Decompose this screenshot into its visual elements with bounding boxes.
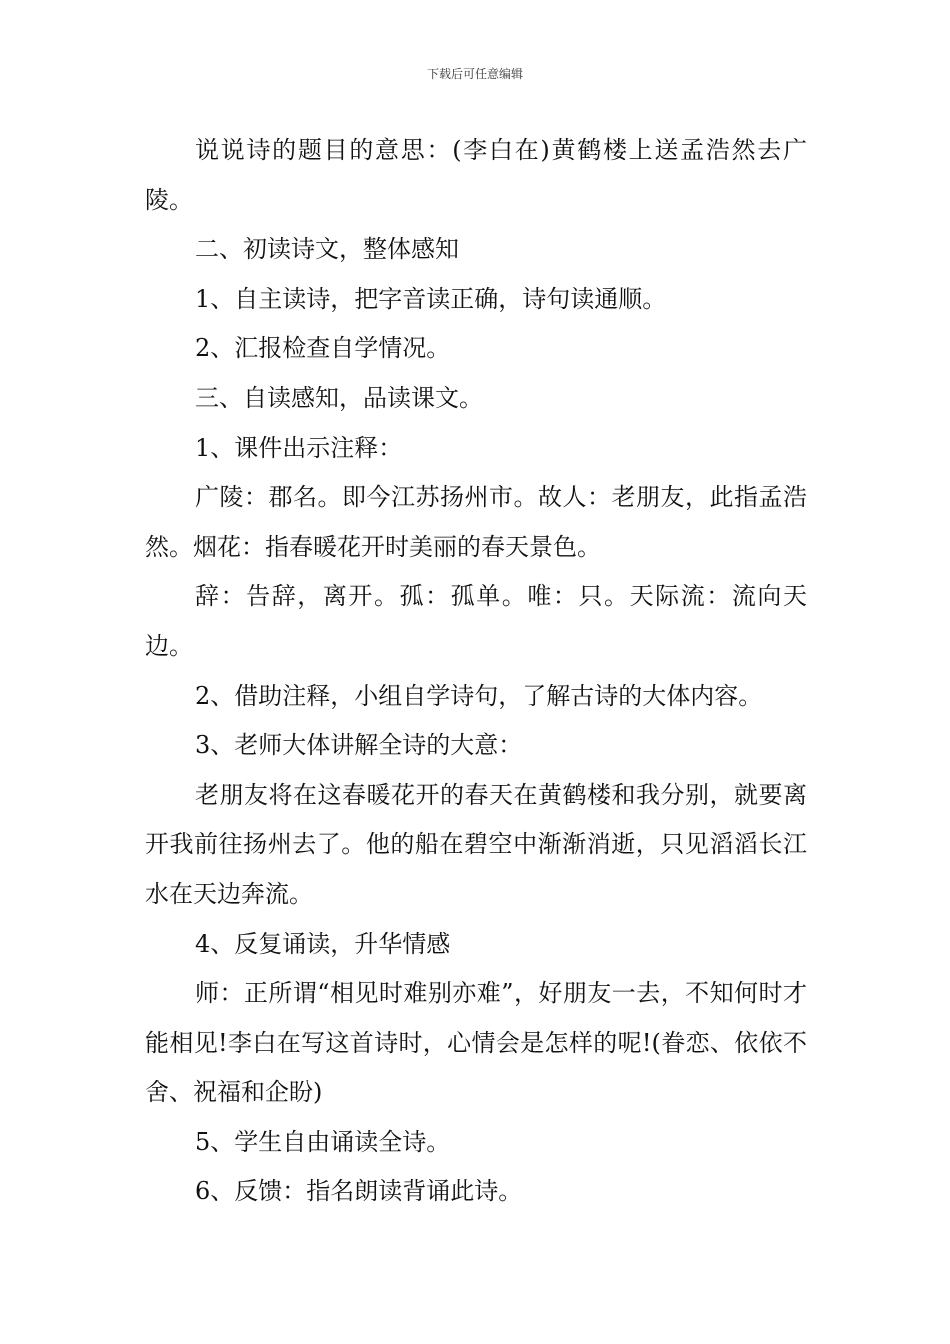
list-item: 6、反馈：指名朗读背诵此诗。: [195, 1177, 523, 1206]
list-item: 1、自主读诗，把字音读正确，诗句读通顺。: [195, 284, 667, 313]
annotation-paragraph: 辞：告辞，离开。孤：孤单。唯：只。天际流：流向天边。: [145, 582, 807, 660]
list-item: 4、反复诵读，升华情感: [195, 929, 451, 958]
section-heading-first-reading: 二、初读诗文，整体感知: [195, 235, 459, 264]
list-item: 2、借助注释，小组自学诗句，了解古诗的大体内容。: [195, 681, 763, 710]
list-item: 3、老师大体讲解全诗的大意：: [195, 731, 523, 760]
list-item: 1、课件出示注释：: [195, 433, 403, 462]
section-heading-self-reading: 三、自读感知，品读课文。: [195, 383, 483, 412]
paragraph-title-meaning: 说说诗的题目的意思：(李白在)黄鹤楼上送孟浩然去广陵。: [145, 136, 807, 214]
teacher-paragraph: 师：正所谓“相见时难别亦难”，好朋友一去，不知何时才能相见!李白在写这首诗时，心情会是怎样的呢!(眷恋、依依不舍、祝福和企盼): [145, 979, 807, 1107]
list-item: 5、学生自由诵读全诗。: [195, 1127, 451, 1156]
list-item: 2、汇报检查自学情况。: [195, 334, 451, 363]
document-body: [145, 126, 807, 1217]
poem-meaning-paragraph: 老朋友将在这春暖花开的春天在黄鹤楼和我分别，就要离开我前往扬州去了。他的船在碧空中渐渐消逝，只见滔滔长江水在天边奔流。: [145, 780, 807, 908]
page-header: 下载后可任意编辑: [426, 67, 523, 81]
annotation-paragraph: 广陵：郡名。即今江苏扬州市。故人：老朋友，此指孟浩然。烟花：指春暖花开时美丽的春天景色。: [145, 483, 807, 561]
